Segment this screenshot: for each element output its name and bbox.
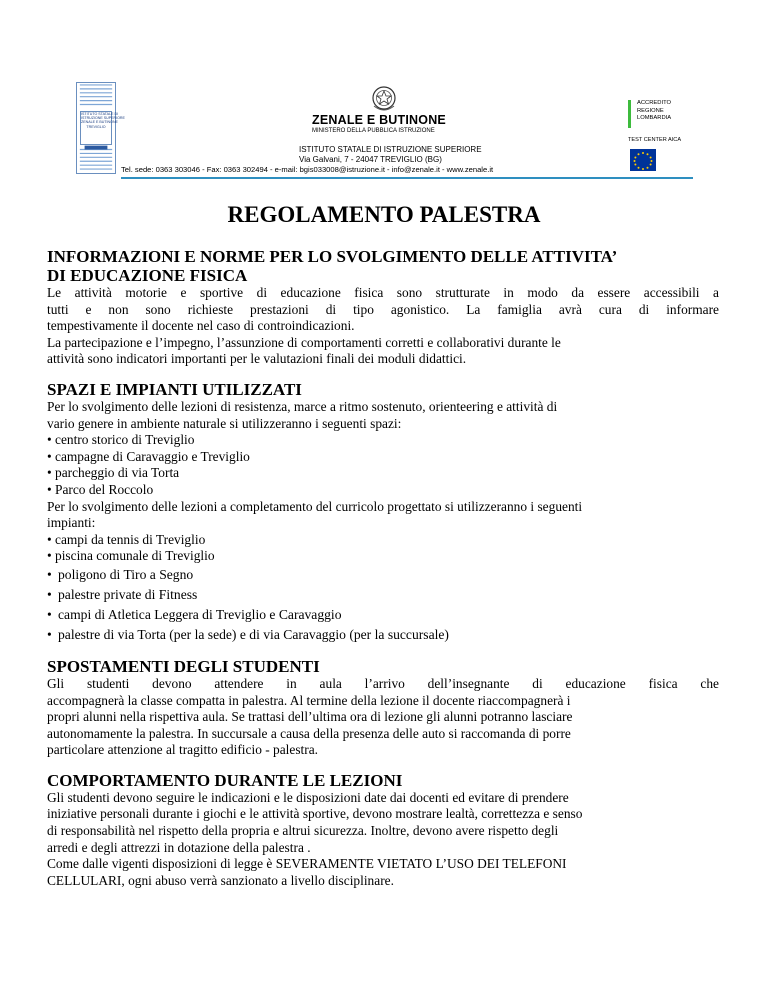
test-center-label: TEST CENTER AICA <box>628 137 682 143</box>
heading-line: INFORMAZIONI E NORME PER LO SVOLGIMENTO DELLE ATTIVITA’ <box>47 247 618 266</box>
accredito-line: LOMBARDIA <box>637 115 672 122</box>
bullet: • <box>47 448 52 464</box>
section-heading: COMPORTAMENTO DURANTE LE LEZIONI <box>47 770 403 790</box>
paragraph-line: iniziative personali durante i giochi e le attività sportive, devono mostrare lealtà, correttezza e senso <box>47 806 583 822</box>
list-item-text: piscina comunale di Treviglio <box>55 548 215 564</box>
list-item <box>47 432 719 449</box>
bullet: • <box>47 432 52 448</box>
accredito-label <box>637 100 671 123</box>
paragraph-line: CELLULARI, ogni abuso verrà sanzionato a livello disciplinare. <box>47 872 394 888</box>
paragraph-line: Per lo svolgimento delle lezioni a completamento del curricolo progettato si utilizzeranno i seguenti <box>47 498 583 514</box>
section-heading <box>47 247 719 285</box>
list-item <box>47 465 719 482</box>
list-item <box>47 625 719 645</box>
school-contacts: Tel. sede: 0363 303046 - Fax: 0363 302494 - e-mail: bgis033008@istruzione.it - info@zenale.it - www.zenale.it <box>121 165 494 174</box>
logo-line: ISTITUTO STATALE DI <box>81 112 119 116</box>
bullet: • <box>47 481 52 497</box>
ministry-name: MINISTERO DELLA PUBBLICA ISTRUZIONE <box>312 128 435 134</box>
paragraph-line: Come dalle vigenti disposizioni di legge è SEVERAMENTE VIETATO L’USO DEI TELEFONI <box>47 856 567 872</box>
section-spazi <box>47 380 719 645</box>
bullet: • <box>47 626 52 642</box>
section-heading: SPOSTAMENTI DEGLI STUDENTI <box>47 656 320 676</box>
spaces-list <box>47 432 719 498</box>
paragraph-line: Gli studenti devono attendere in aula l’arrivo dell’insegnante di educazione fisica che <box>47 675 719 691</box>
list-item <box>47 605 719 625</box>
paragraph-line: particolare attenzione al tragitto edificio - palestra. <box>47 742 319 758</box>
section-heading: SPAZI E IMPIANTI UTILIZZATI <box>47 379 302 399</box>
accredito-bar <box>628 100 631 128</box>
logo-line: TREVIGLIO <box>86 124 106 129</box>
bullet: • <box>47 531 52 547</box>
list-item-text: campagne di Caravaggio e Treviglio <box>55 448 250 464</box>
paragraph-line: La partecipazione e l’impegno, l’assunzione di comportamenti corretti e collaborativi durante le <box>47 334 561 350</box>
paragraph-line: accompagnerà la classe compatta in palestra. Al termine della lezione il docente riaccompagnerà i <box>47 692 571 708</box>
page-title: REGOLAMENTO PALESTRA <box>227 202 541 227</box>
logo-line: ISTRUZIONE SUPERIORE <box>81 116 125 121</box>
letterhead <box>0 0 768 190</box>
accredito-line: REGIONE <box>637 107 664 114</box>
document-body <box>47 247 719 889</box>
paragraph-line: tutti e non sono richieste prestazioni di tipo agonistico. La famiglia avrà cura di informare <box>47 301 719 317</box>
list-item <box>47 585 719 605</box>
list-item-text: palestre di via Torta (per la sede) e di via Caravaggio (per la succursale) <box>58 626 449 642</box>
list-item-text: campi di Atletica Leggera di Treviglio e Caravaggio <box>58 606 342 622</box>
list-item <box>47 565 719 585</box>
paragraph-line: vario genere in ambiente naturale si utilizzeranno i seguenti spazi: <box>47 415 402 431</box>
header-divider <box>121 177 693 179</box>
paragraph-line: attività sono indicatori importanti per le valutazioni finali dei moduli didattici. <box>47 351 467 367</box>
bullet: • <box>47 606 52 622</box>
section-info <box>47 247 719 368</box>
paragraph-line: tempestivamente il docente nel caso di controindicazioni. <box>47 318 355 334</box>
list-item-text: poligono di Tiro a Segno <box>58 566 194 582</box>
section-spostamenti <box>47 657 719 759</box>
list-item <box>47 532 719 549</box>
section-comportamento <box>47 771 719 890</box>
heading-line: DI EDUCAZIONE FISICA <box>47 266 248 285</box>
bullet: • <box>47 465 52 481</box>
list-item <box>47 449 719 466</box>
paragraph-line: autonomamente la palestra. In succursale a causa della presenza delle auto si raccomanda di porre <box>47 725 571 741</box>
paragraph-line: Gli studenti devono seguire le indicazioni e le disposizioni date dai docenti ed evitare di prendere <box>47 789 569 805</box>
list-item-text: campi da tennis di Treviglio <box>55 531 206 547</box>
school-logo-text <box>80 111 125 145</box>
paragraph-line: arredi e degli attrezzi in dotazione della palestra . <box>47 839 311 855</box>
list-item-text: parcheggio di via Torta <box>55 465 180 481</box>
facilities-list <box>47 532 719 645</box>
list-item-text: Parco del Roccolo <box>55 481 154 497</box>
italian-republic-emblem-icon <box>370 84 398 114</box>
bullet: • <box>47 586 52 602</box>
paragraph-line: Per lo svolgimento delle lezioni di resistenza, marce a ritmo sostenuto, orienteering e attività di <box>47 398 558 414</box>
list-item <box>47 548 719 565</box>
list-item-text: palestre private di Fitness <box>58 586 198 602</box>
accredito-line: ACCREDITO <box>637 100 672 106</box>
logo-line: ZENALE E BUTINONE <box>81 120 118 125</box>
paragraph-line: impianti: <box>47 515 96 531</box>
institute-name: ISTITUTO STATALE DI ISTRUZIONE SUPERIORE <box>299 145 482 154</box>
paragraph-line: Le attività motorie e sportive di educazione fisica sono strutturate in modo da essere accessibili a <box>47 285 719 300</box>
school-address: Via Galvani, 7 - 24047 TREVIGLIO (BG) <box>299 155 442 164</box>
school-name: ZENALE E BUTINONE <box>312 113 446 127</box>
paragraph-line: di responsabilità nel rispetto della propria e altrui sicurezza. Inoltre, devono avere rispetto degli <box>47 823 559 839</box>
school-logo <box>76 82 125 174</box>
bullet: • <box>47 566 52 582</box>
bullet: • <box>47 548 52 564</box>
list-item-text: centro storico di Treviglio <box>55 432 195 448</box>
eu-flag-icon <box>630 149 656 171</box>
list-item <box>47 482 719 499</box>
paragraph-line: propri alunni nella rispettiva aula. Se trattasi dell’ultima ora di lezione gli alunni potranno lasciare <box>47 709 573 725</box>
